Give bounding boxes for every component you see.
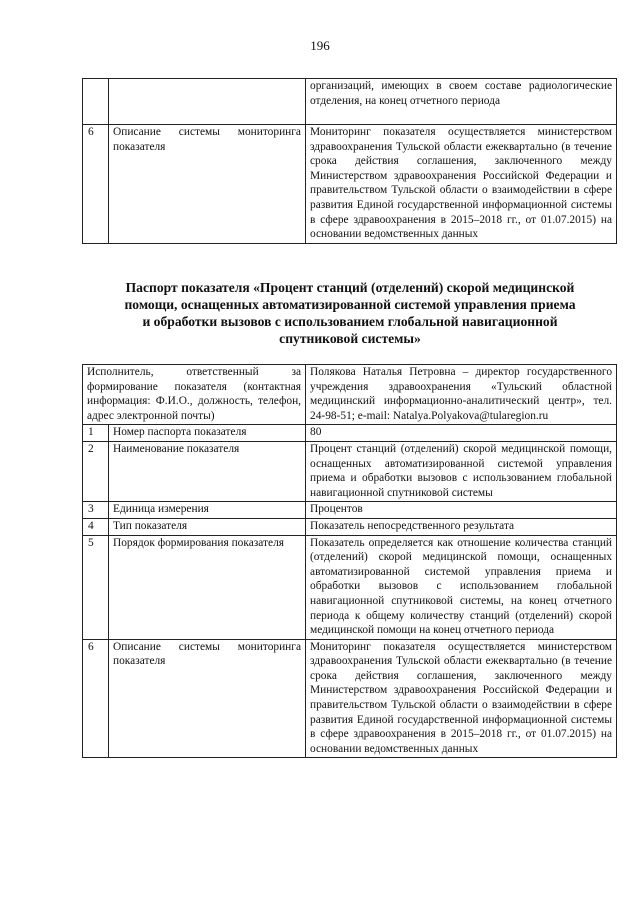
row-label: Единица измерения (109, 502, 306, 519)
passport-heading (100, 279, 600, 347)
heading-line: спутниковой системы» (279, 331, 421, 346)
row-value: Мониторинг показателя осуществляется министерством здравоохранения Тульской области ежеквартально (в течение срока действия соглашения, заключенного между Министерством здравоохранения Российской Федерации и правительством Тульской области о взаимодействии в сфере развития Единой государственной информационной системы в сфере здравоохранения в 2015–2018 гг., от 01.07.2015) на основании ведомственных данных (306, 639, 617, 758)
row-number: 1 (83, 425, 109, 442)
row-label: Номер паспорта показателя (109, 425, 306, 442)
row-number: 6 (83, 639, 109, 758)
page-number: 196 (310, 38, 330, 53)
row-value: Процентов (306, 502, 617, 519)
table-row (83, 79, 617, 125)
passport-table-continuation (82, 78, 617, 244)
row-number: 5 (83, 535, 109, 639)
row-label: Тип показателя (109, 518, 306, 535)
row-number: 2 (83, 441, 109, 501)
row-number (83, 79, 109, 125)
row-value: 80 (306, 425, 617, 442)
executor-value: Полякова Наталья Петровна – директор государственного учреждения здравоохранения «Тульский областной медицинский информационно-аналитический центр», тел. 24-98-51; e-mail: Natalya.Polyakova@tularegion.ru (306, 365, 617, 425)
table-row (83, 425, 617, 442)
row-label: Порядок формирования показателя (109, 535, 306, 639)
heading-line: помощи, оснащенных автоматизированной системой управления приема (124, 297, 576, 312)
row-value: Показатель непосредственного результата (306, 518, 617, 535)
row-number: 4 (83, 518, 109, 535)
row-label: Наименование показателя (109, 441, 306, 501)
table-row (83, 441, 617, 501)
row-value: организаций, имеющих в своем составе радиологические отделения, на конец отчетного периода (306, 79, 617, 125)
row-value: Мониторинг показателя осуществляется министерством здравоохранения Тульской области ежеквартально (в течение срока действия соглашения, заключенного между Министерством здравоохранения Российской Федерации и правительством Тульской области о взаимодействии в сфере развития Единой государственной информационной системы в сфере здравоохранения в 2015–2018 гг., от 01.07.2015) на основании ведомственных данных (306, 125, 617, 244)
passport-table (82, 364, 617, 758)
table-row (83, 518, 617, 535)
row-label (109, 79, 306, 125)
executor-label: Исполнитель, ответственный за формирование показателя (контактная информация: Ф.И.О., должность, телефон, адрес электронной почты) (83, 365, 306, 425)
row-label: Описание системы мониторинга показателя (109, 639, 306, 758)
row-number: 6 (83, 125, 109, 244)
row-label: Описание системы мониторинга показателя (109, 125, 306, 244)
row-number: 3 (83, 502, 109, 519)
table-row (83, 639, 617, 758)
row-value: Процент станций (отделений) скорой медицинской помощи, оснащенных автоматизированной системой управления приема и обработки вызовов с использованием глобальной навигационной спутниковой системы (306, 441, 617, 501)
heading-line: Паспорт показателя «Процент станций (отделений) скорой медицинской (125, 280, 575, 295)
heading-line: и обработки вызовов с использованием глобальной навигационной (142, 314, 558, 329)
table-row (83, 125, 617, 244)
row-value: Показатель определяется как отношение количества станций (отделений) скорой медицинской помощи, оснащенных автоматизированной системой управления приема и обработки вызовов с использованием глобальной навигационной спутниковой системы, на конец отчетного периода к общему количеству станций (отделений) скорой медицинской помощи на конец отчетного периода (306, 535, 617, 639)
executor-row (83, 365, 617, 425)
table-row (83, 535, 617, 639)
table-row (83, 502, 617, 519)
